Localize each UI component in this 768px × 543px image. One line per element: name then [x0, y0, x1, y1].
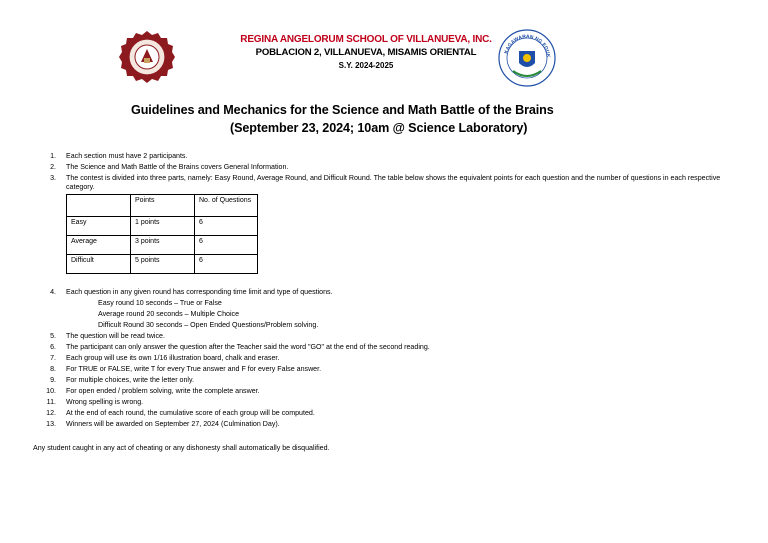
svg-text:KAGAWARAN NG EDUKASYON: KAGAWARAN NG EDUK	[503, 33, 552, 58]
list-number: 10.	[46, 387, 56, 395]
list-number: 8.	[50, 365, 56, 373]
list-item: Winners will be awarded on September 27, 2024 (Culmination Day).	[66, 420, 280, 428]
table-row	[67, 255, 258, 274]
table-header-cell: No. of Questions	[195, 195, 258, 217]
table-cell: Easy	[67, 217, 131, 236]
points-table	[66, 194, 258, 274]
table-row	[67, 236, 258, 255]
table-header-row	[67, 195, 258, 217]
table-header-cell: Points	[131, 195, 195, 217]
table-header-cell	[67, 195, 131, 217]
list-item: The participant can only answer the question after the Teacher said the word "GO" at the end of the second reading.	[66, 343, 430, 351]
list-number: 4.	[50, 288, 56, 296]
list-item: Wrong spelling is wrong.	[66, 398, 144, 406]
list-item: For open ended / problem solving, write the complete answer.	[66, 387, 260, 395]
school-address: POBLACION 2, VILLANUEVA, MISAMIS ORIENTAL	[255, 47, 477, 58]
list-number: 3.	[50, 174, 56, 182]
sub-item: Easy round 10 seconds – True or False	[98, 299, 222, 307]
list-item: For TRUE or FALSE, write T for every True answer and F for every False answer.	[66, 365, 322, 373]
document-title: Guidelines and Mechanics for the Science and Math Battle of the Brains	[131, 103, 554, 117]
sub-item: Difficult Round 30 seconds – Open Ended Questions/Problem solving.	[98, 321, 319, 329]
document-subtitle: (September 23, 2024; 10am @ Science Laboratory)	[230, 121, 528, 135]
table-cell: Average	[67, 236, 131, 255]
school-name: REGINA ANGELORUM SCHOOL OF VILLANUEVA, INC.	[240, 34, 492, 45]
list-item: For multiple choices, write the letter only.	[66, 376, 194, 384]
table-cell: 6	[195, 217, 258, 236]
list-number: 13.	[46, 420, 56, 428]
table-cell: 3 points	[131, 236, 195, 255]
table-cell: 6	[195, 236, 258, 255]
table-cell: 5 points	[131, 255, 195, 274]
list-item: Each group will use its own 1/16 illustration board, chalk and eraser.	[66, 354, 280, 362]
sub-item: Average round 20 seconds – Multiple Choice	[98, 310, 240, 318]
list-number: 9.	[50, 376, 56, 384]
table-row	[67, 217, 258, 236]
list-item: The question will be read twice.	[66, 332, 165, 340]
list-item: Each question in any given round has corresponding time limit and type of questions.	[66, 288, 333, 296]
list-item: Each section must have 2 participants.	[66, 152, 188, 160]
list-number: 1.	[50, 152, 56, 160]
school-year: S.Y. 2024-2025	[338, 61, 394, 70]
disqualification-note: Any student caught in any act of cheating or any dishonesty shall automatically be disqualified.	[33, 444, 330, 452]
list-item: At the end of each round, the cumulative score of each group will be computed.	[66, 409, 315, 417]
table-cell: 1 points	[131, 217, 195, 236]
table-cell: Difficult	[67, 255, 131, 274]
list-number: 6.	[50, 343, 56, 351]
list-number: 7.	[50, 354, 56, 362]
list-number: 11.	[46, 398, 56, 406]
list-number: 12.	[46, 409, 56, 417]
list-number: 5.	[50, 332, 56, 340]
table-cell: 6	[195, 255, 258, 274]
list-item: The contest is divided into three parts, namely: Easy Round, Average Round, and Difficult Round. The table below shows the equivalent points for each question and the number of questions in each respective category.	[66, 174, 721, 191]
list-number: 2.	[50, 163, 56, 171]
list-item: The Science and Math Battle of the Brains covers General Information.	[66, 163, 289, 171]
